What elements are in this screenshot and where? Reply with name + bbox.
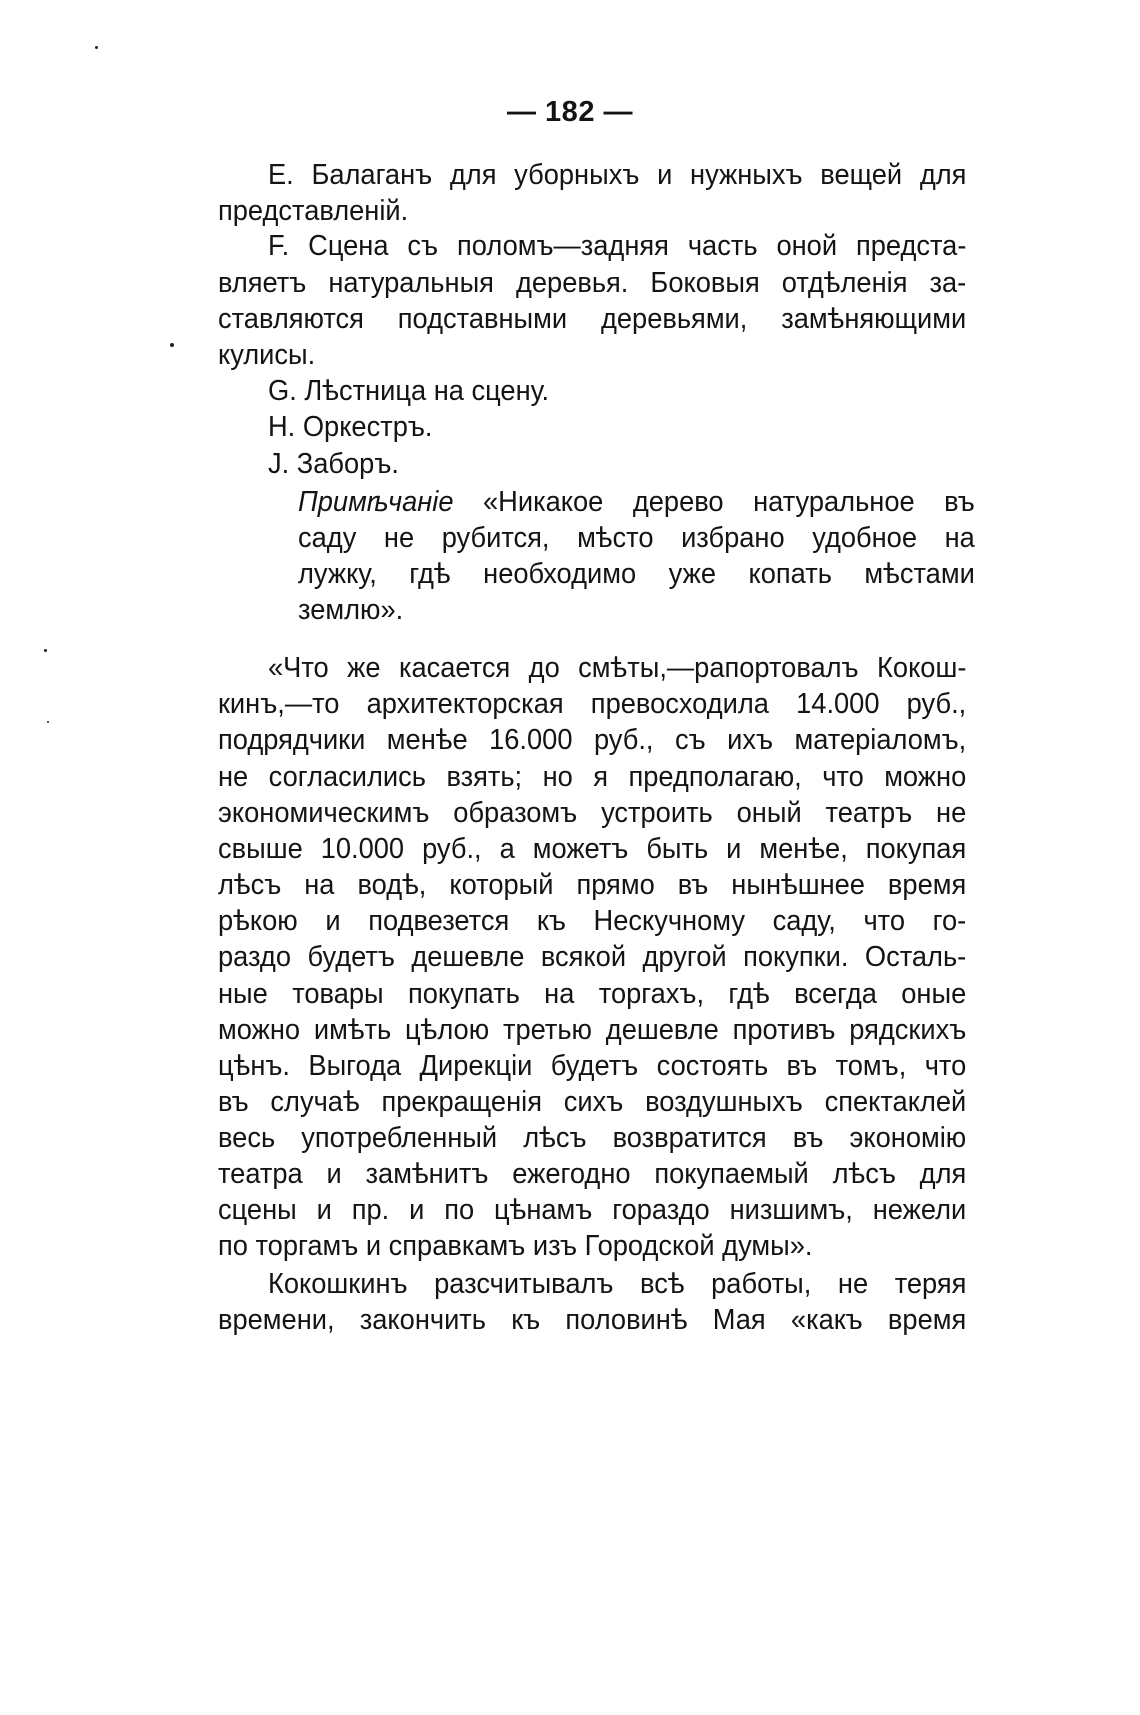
scan-speck xyxy=(44,649,47,652)
estimate-line-10: ные товары покупать на торгахъ, гдѣ всегда оные xyxy=(218,978,967,1010)
note-line-1-text: «Никакое дерево натуральное въ xyxy=(483,486,975,518)
estimate-line-1: «Что же касается до смѣты,—рапортовалъ Кокош- xyxy=(268,652,967,684)
estimate-line-5: экономическимъ образомъ устроить оный театръ не xyxy=(218,797,967,829)
estimate-line-2: кинъ,—то архитекторская превосходила 14.000 руб., xyxy=(218,688,967,720)
legend-f-line-1: F. Сцена съ поломъ—задняя часть оной предста- xyxy=(268,230,967,262)
note-line-4: землю». xyxy=(298,594,404,626)
estimate-line-16: сцены и пр. и по цѣнамъ гораздо низшимъ, нежели xyxy=(218,1194,967,1226)
estimate-line-15: театра и замѣнитъ ежегодно покупаемый лѣсъ для xyxy=(218,1158,967,1190)
note-line-3: лужку, гдѣ необходимо уже копать мѣстами xyxy=(298,558,975,590)
legend-f-line-4: кулисы. xyxy=(218,339,316,371)
scan-speck xyxy=(170,343,174,347)
page-number: — 182 — xyxy=(507,96,633,128)
estimate-line-8: рѣкою и подвезется къ Нескучному саду, что го- xyxy=(218,905,967,937)
schedule-line-1: Кокошкинъ разсчитывалъ всѣ работы, не теряя xyxy=(268,1268,967,1300)
estimate-line-6: свыше 10.000 руб., а можетъ быть и менѣе, покупая xyxy=(218,833,967,865)
estimate-line-3: подрядчики менѣе 16.000 руб., съ ихъ матеріаломъ, xyxy=(218,724,967,756)
estimate-line-7: лѣсъ на водѣ, который прямо въ нынѣшнее время xyxy=(218,869,967,901)
legend-e-line-1: E. Балаганъ для уборныхъ и нужныхъ вещей для xyxy=(268,159,967,191)
estimate-line-17: по торгамъ и справкамъ изъ Городской думы». xyxy=(218,1230,813,1262)
legend-h: H. Оркестръ. xyxy=(268,411,433,443)
estimate-line-13: въ случаѣ прекращенія сихъ воздушныхъ спектаклей xyxy=(218,1086,967,1118)
estimate-line-9: раздо будетъ дешевле всякой другой покупки. Осталь- xyxy=(218,941,967,973)
legend-f-line-2: вляетъ натуральныя деревья. Боковыя отдѣленія за- xyxy=(218,267,967,299)
legend-g: G. Лѣстница на сцену. xyxy=(268,375,550,407)
schedule-line-2: времени, закончить къ половинѣ Мая «какъ время xyxy=(218,1304,967,1336)
scan-speck xyxy=(47,721,49,723)
estimate-line-11: можно имѣть цѣлою третью дешевле противъ рядскихъ xyxy=(218,1014,967,1046)
note-line-2: саду не рубится, мѣсто избрано удобное на xyxy=(298,522,975,554)
legend-e-line-2: представленій. xyxy=(218,195,409,227)
estimate-line-14: весь употребленный лѣсъ возвратится въ экономію xyxy=(218,1122,967,1154)
scan-speck xyxy=(95,46,98,49)
note-label: Примѣчаніе xyxy=(298,486,454,518)
note-line-1 xyxy=(298,482,975,522)
legend-f-line-3: ставляются подставными деревьями, замѣняющими xyxy=(218,303,967,335)
estimate-line-12: цѣнъ. Выгода Дирекціи будетъ состоять въ томъ, что xyxy=(218,1050,967,1082)
legend-j: J. Заборъ. xyxy=(268,448,399,480)
estimate-line-4: не согласились взять; но я предполагаю, что можно xyxy=(218,761,967,793)
